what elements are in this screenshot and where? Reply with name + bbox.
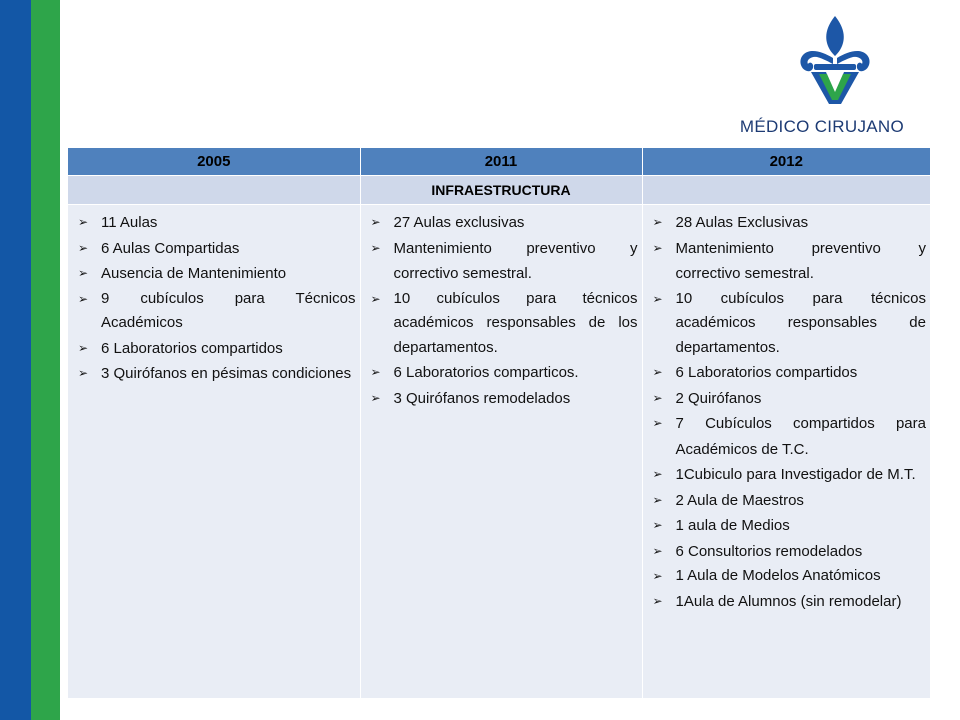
section-cell-empty-left <box>68 176 360 205</box>
arrow-bullet-icon: ➢ <box>652 390 663 405</box>
content-row <box>68 205 930 699</box>
list-item: ➢ 6 Laboratorios compartidos <box>653 360 927 386</box>
left-accent-bar-green <box>31 0 60 720</box>
section-row <box>68 176 930 205</box>
year-2005-header: 2005 <box>68 148 360 176</box>
col-2005-cell <box>68 205 360 699</box>
infrastructure-comparison-table <box>68 148 930 698</box>
list-item: ➢ 6 Laboratorios compartidos <box>78 336 356 362</box>
list-item: ➢ 1Aula de Alumnos (sin remodelar) <box>653 589 927 615</box>
list-item: ➢ Ausencia de Mantenimiento <box>78 261 356 287</box>
list-item: ➢ Mantenimiento preventivo y correctivo semestral. <box>653 236 927 287</box>
list-item: ➢ 10 cubículos para técnicos académicos responsables de departamentos. <box>653 287 927 361</box>
year-2011-header: 2011 <box>360 148 642 176</box>
arrow-bullet-icon: ➢ <box>370 291 381 306</box>
left-accent-bar-blue <box>0 0 31 720</box>
arrow-bullet-icon: ➢ <box>652 467 663 481</box>
arrow-bullet-icon: ➢ <box>652 291 663 306</box>
list-item: ➢ 1Cubiculo para Investigador de M.T. <box>653 462 927 488</box>
list-item: ➢ 6 Laboratorios comparticos. <box>371 360 638 386</box>
list-item: ➢ 3 Quirófanos remodelados <box>371 386 638 412</box>
col-2012-cell <box>642 205 930 699</box>
arrow-bullet-icon: ➢ <box>370 215 381 229</box>
list-2012 <box>653 210 927 614</box>
arrow-bullet-icon: ➢ <box>370 365 381 379</box>
arrow-bullet-icon: ➢ <box>652 543 663 558</box>
list-item: ➢ 6 Consultorios remodelados <box>653 539 927 565</box>
list-item: ➢ Mantenimiento preventivo y correctivo semestral. <box>371 236 638 287</box>
arrow-bullet-icon: ➢ <box>78 366 89 380</box>
list-item: ➢ 27 Aulas exclusivas <box>371 210 638 236</box>
list-item: ➢ 1 Aula de Modelos Anatómicos <box>653 564 927 589</box>
arrow-bullet-icon: ➢ <box>652 240 663 255</box>
arrow-bullet-icon: ➢ <box>652 365 663 379</box>
arrow-bullet-icon: ➢ <box>78 340 89 355</box>
arrow-bullet-icon: ➢ <box>652 518 663 532</box>
list-item: ➢ 6 Aulas Compartidas <box>78 236 356 262</box>
arrow-bullet-icon: ➢ <box>652 569 663 583</box>
section-cell-empty-right <box>642 176 930 205</box>
section-label: INFRAESTRUCTURA <box>360 176 642 205</box>
list-item: ➢ 9 cubículos para Técnicos Académicos <box>78 287 356 336</box>
arrow-bullet-icon: ➢ <box>78 240 89 255</box>
list-item: ➢ 11 Aulas <box>78 210 356 236</box>
year-header-row <box>68 148 930 176</box>
list-item: ➢ 3 Quirófanos en pésimas condiciones <box>78 361 356 387</box>
arrow-bullet-icon: ➢ <box>78 291 89 306</box>
university-logo <box>797 14 873 106</box>
arrow-bullet-icon: ➢ <box>652 593 663 608</box>
list-item: ➢ 7 Cubículos compartidos para Académicos de T.C. <box>653 411 927 462</box>
list-item: ➢ 28 Aulas Exclusivas <box>653 210 927 236</box>
program-title: MÉDICO CIRUJANO <box>739 117 904 136</box>
list-2005 <box>78 210 356 387</box>
list-item: ➢ 10 cubículos para técnicos académicos responsables de los departamentos. <box>371 287 638 361</box>
arrow-bullet-icon: ➢ <box>652 416 663 430</box>
arrow-bullet-icon: ➢ <box>370 240 381 255</box>
arrow-bullet-icon: ➢ <box>78 215 89 229</box>
year-2012-header: 2012 <box>642 148 930 176</box>
list-item: ➢ 2 Aula de Maestros <box>653 488 927 514</box>
list-item: ➢ 1 aula de Medios <box>653 513 927 539</box>
arrow-bullet-icon: ➢ <box>78 266 89 280</box>
arrow-bullet-icon: ➢ <box>652 215 663 229</box>
list-item: ➢ 2 Quirófanos <box>653 386 927 412</box>
list-2011 <box>371 210 638 411</box>
arrow-bullet-icon: ➢ <box>652 492 663 507</box>
col-2011-cell <box>360 205 642 699</box>
arrow-bullet-icon: ➢ <box>370 390 381 405</box>
